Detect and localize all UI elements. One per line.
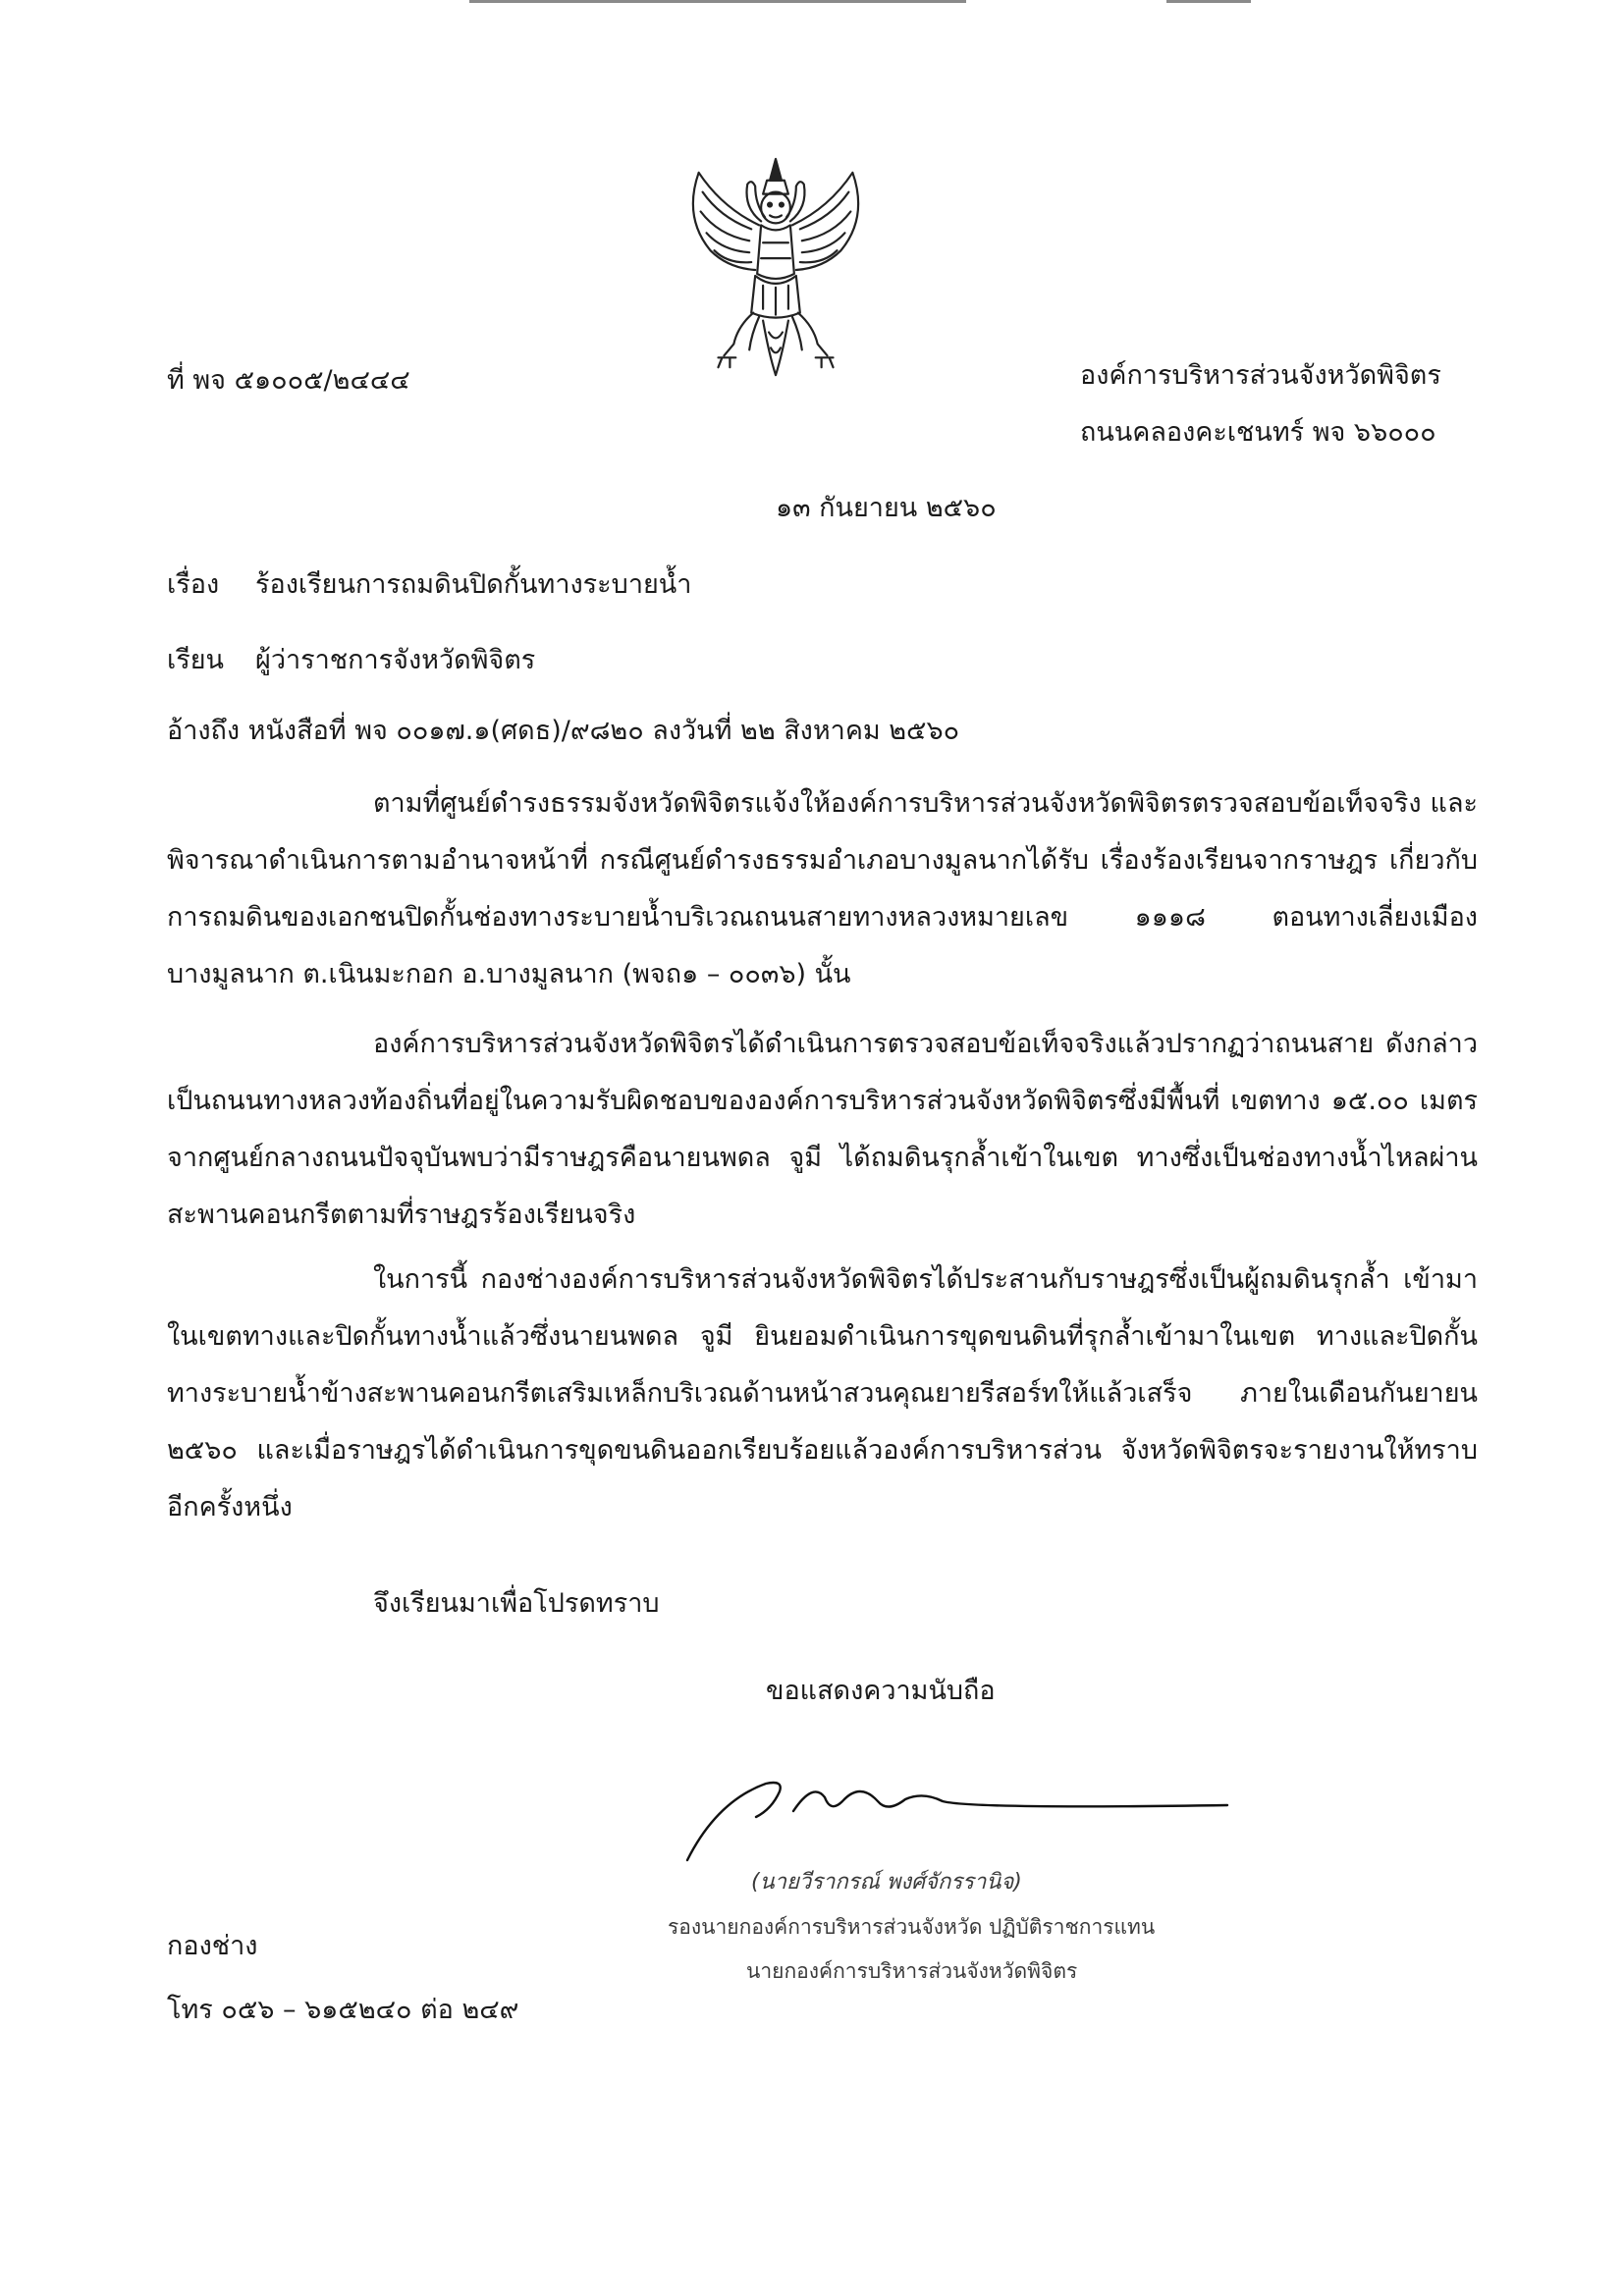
document-number: ที่ พจ ๕๑๐๐๕/๒๔๔๔	[167, 365, 410, 396]
signer-position: นายกองค์การบริหารส่วนจังหวัดพิจิตร	[746, 1959, 1078, 1983]
sender-address: ถนนคลองคะเชนทร์ พจ ๖๖๐๐๐	[1080, 417, 1436, 448]
subject-label: เรื่อง	[167, 569, 220, 600]
subject-text: ร้องเรียนการถมดินปิดกั้นทางระบายน้ำ	[255, 569, 692, 600]
sender-organization: องค์การบริหารส่วนจังหวัดพิจิตร	[1080, 360, 1441, 391]
reference-line: อ้างถึง หนังสือที่ พจ ๐๐๑๗.๑(ศดธ)/๙๘๒๐ ลงวันที่ ๒๒ สิงหาคม ๒๕๖๐	[167, 716, 960, 746]
recipient-label: เรียน	[167, 645, 225, 675]
body-paragraph: จึงเรียนมาเพื่อโปรดทราบ	[373, 1588, 660, 1619]
top-edge-line	[469, 0, 966, 3]
body-paragraph: ตามที่ศูนย์ดำรงธรรมจังหวัดพิจิตรแจ้งให้องค์การบริหารส่วนจังหวัดพิจิตรตรวจสอบข้อเท็จจริง และพิจารณาดำเนินการตามอำนาจหน้าที่ กรณีศูนย์ดำรงธรรมอำเภอบางมูลนากได้รับ เรื่องร้องเรียนจากราษฎร เกี่ยวกับการถมดินของเอกชนปิดกั้นช่องทางระบายน้ำบริเวณถนนสายทางหลวงหมายเลข ๑๑๑๘ ตอนทางเลี่ยงเมือง บางมูลนาก ต.เนินมะกอก อ.บางมูลนาก (พจถ๑ – ๐๐๓๖) นั้น	[167, 788, 1478, 989]
recipient-text: ผู้ว่าราชการจังหวัดพิจิตร	[255, 645, 536, 675]
department: กองช่าง	[167, 1931, 258, 1961]
recipient-line	[167, 643, 535, 678]
body-paragraph: ในการนี้ กองช่างองค์การบริหารส่วนจังหวัดพิจิตรได้ประสานกับราษฎรซึ่งเป็นผู้ถมดินรุกล้ำ เข้ามาในเขตทางและปิดกั้นทางน้ำแล้วซึ่งนายนพดล จูมี ยินยอมดำเนินการขุดขนดินที่รุกล้ำเข้ามาในเขต ทางและปิดกั้นทางระบายน้ำข้างสะพานคอนกรีตเสริมเหล็กบริเวณด้านหน้าสวนคุณยายรีสอร์ทให้แล้วเสร็จ ภายในเดือนกันยายน ๒๕๖๐ และเมื่อราษฎรได้ดำเนินการขุดขนดินออกเรียบร้อยแล้วองค์การบริหารส่วน จังหวัดพิจิตรจะรายงานให้ทราบอีกครั้งหนึ่ง	[167, 1264, 1478, 1522]
document-date: ๑๓ กันยายน ๒๕๖๐	[776, 493, 997, 523]
subject-line	[167, 567, 691, 603]
garuda-emblem-icon	[654, 149, 897, 393]
signer-position: รองนายกองค์การบริหารส่วนจังหวัด ปฏิบัติราชการแทน	[668, 1915, 1156, 1939]
body-paragraph: องค์การบริหารส่วนจังหวัดพิจิตรได้ดำเนินการตรวจสอบข้อเท็จจริงแล้วปรากฏว่าถนนสาย ดังกล่าวเป็นถนนทางหลวงท้องถิ่นที่อยู่ในความรับผิดชอบขององค์การบริหารส่วนจังหวัดพิจิตรซึ่งมีพื้นที่ เขตทาง ๑๕.๐๐ เมตร จากศูนย์กลางถนนปัจจุบันพบว่ามีราษฎรคือนายนพดล จูมี ได้ถมดินรุกล้ำเข้าในเขต ทางซึ่งเป็นช่องทางน้ำไหลผ่านสะพานคอนกรีตตามที่ราษฎรร้องเรียนจริง	[167, 1029, 1478, 1230]
phone-number: โทร ๐๕๖ – ๖๑๕๒๔๐ ต่อ ๒๔๙	[167, 1995, 519, 2025]
signer-name: (นายวีรากรณ์ พงศ์จักรรานิจ)	[751, 1870, 1022, 1895]
top-edge-line	[1166, 0, 1251, 3]
handwritten-signature-icon	[677, 1762, 1247, 1870]
closing-salutation: ขอแสดงความนับถือ	[766, 1676, 996, 1706]
